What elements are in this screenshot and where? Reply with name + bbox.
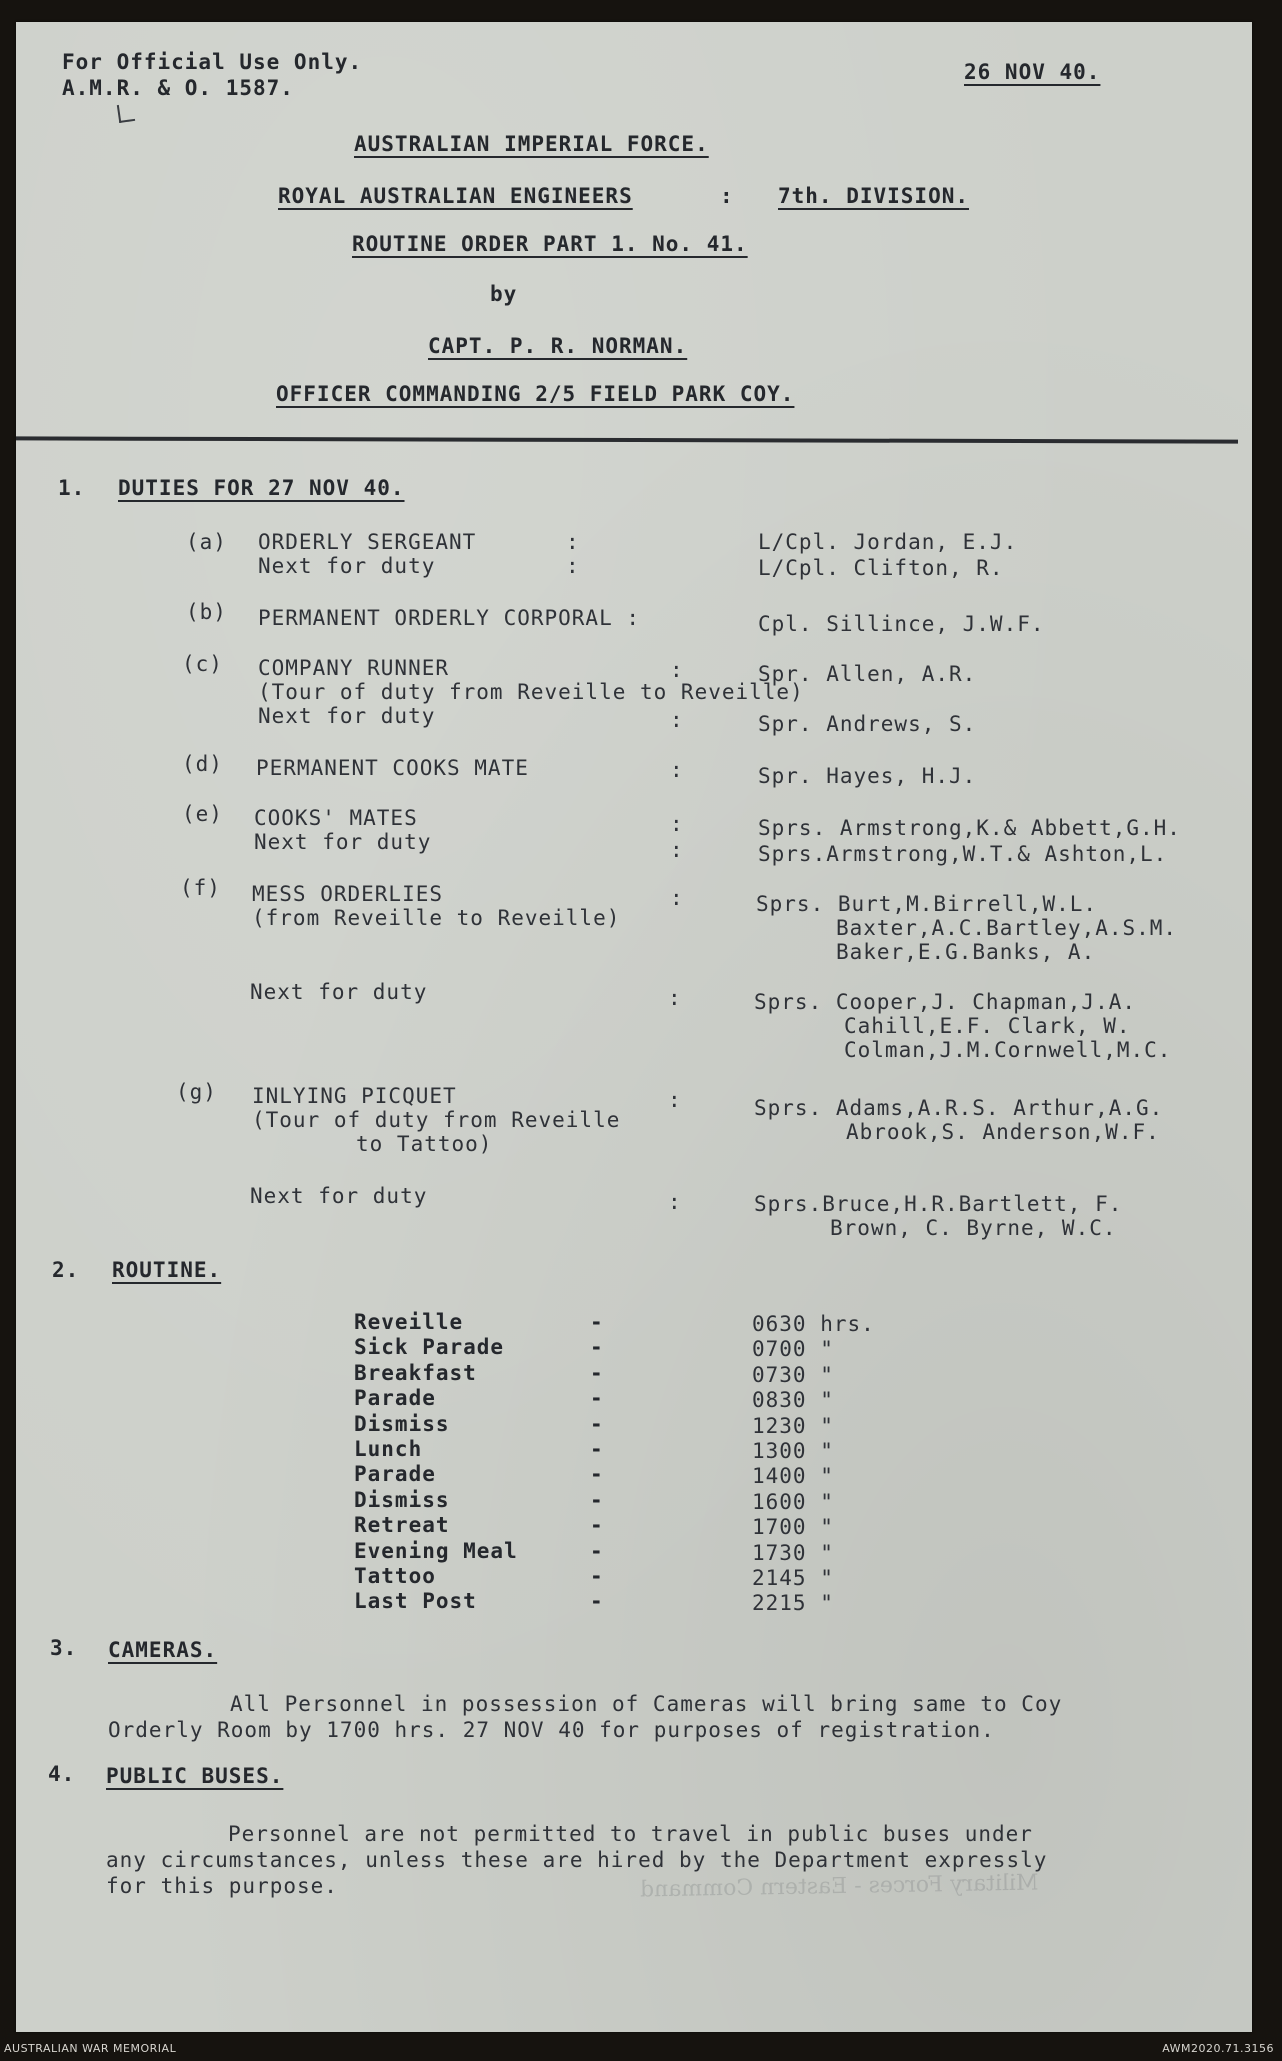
routine-time: 1230 " — [752, 1414, 834, 1438]
duty-g-name-1: Sprs. Adams,A.R.S. Arthur,A.G. — [754, 1096, 1164, 1120]
official-use-label: For Official Use Only. — [62, 50, 363, 74]
unit-name: ROYAL AUSTRALIAN ENGINEERS — [278, 184, 633, 208]
order-date: 26 NOV 40. — [964, 60, 1101, 84]
routine-dash: - — [590, 1488, 604, 1512]
section-4-number: 4. — [48, 1762, 76, 1786]
duty-e-next-name: Sprs.Armstrong,W.T.& Ashton,L. — [758, 842, 1168, 866]
routine-event: Dismiss — [354, 1412, 450, 1436]
cameras-text-line-1: All Personnel in possession of Cameras will bring same to Coy — [230, 1692, 1063, 1716]
routine-dash: - — [590, 1564, 604, 1588]
duty-f-colon: : — [670, 886, 684, 910]
routine-time: 1400 " — [752, 1464, 834, 1488]
officer-name: CAPT. P. R. NORMAN. — [428, 334, 688, 358]
duty-a-next-name: L/Cpl. Clifton, R. — [758, 556, 1004, 580]
routine-dash: - — [590, 1513, 604, 1537]
officer-title: OFFICER COMMANDING 2/5 FIELD PARK COY. — [276, 382, 795, 406]
routine-event: Tattoo — [354, 1564, 436, 1588]
duty-g-next: Next for duty — [250, 1184, 428, 1208]
duty-e-name: Sprs. Armstrong,K.& Abbett,G.H. — [758, 816, 1181, 840]
routine-time: 2145 " — [752, 1566, 834, 1590]
duty-d-role: PERMANENT COOKS MATE — [256, 756, 529, 780]
routine-time: 2215 " — [752, 1591, 834, 1615]
duty-g-name-2: Abrook,S. Anderson,W.F. — [846, 1120, 1160, 1144]
routine-dash: - — [590, 1361, 604, 1385]
duty-c-next: Next for duty — [258, 704, 436, 728]
division-name: 7th. DIVISION. — [778, 184, 970, 208]
duty-f-next: Next for duty — [250, 980, 428, 1004]
footer-source: AUSTRALIAN WAR MEMORIAL — [4, 2042, 177, 2055]
duty-g-note-2: to Tattoo) — [356, 1132, 493, 1156]
duty-e-role: COOKS' MATES — [254, 806, 418, 830]
by-label: by — [490, 282, 518, 306]
duty-f-next-name-3: Colman,J.M.Cornwell,M.C. — [844, 1038, 1172, 1062]
duty-c-next-name: Spr. Andrews, S. — [758, 712, 977, 736]
duty-f-name-3: Baker,E.G.Banks, A. — [836, 940, 1096, 964]
handwritten-mark — [117, 103, 135, 123]
duty-b-letter: (b) — [186, 600, 227, 624]
reference-number: A.M.R. & O. 1587. — [62, 76, 294, 100]
routine-time: 1700 " — [752, 1515, 834, 1539]
duty-g-next-name-1: Sprs.Bruce,H.R.Bartlett, F. — [754, 1192, 1123, 1216]
duty-c-note: (Tour of duty from Reveille to Reveille) — [258, 680, 804, 704]
duty-g-next-colon: : — [668, 1190, 682, 1214]
section-1-number: 1. — [58, 476, 86, 500]
show-through-stamp: Military Forces - Eastern Command — [639, 1870, 1039, 1903]
routine-dash: - — [590, 1589, 604, 1613]
duty-f-note: (from Reveille to Reveille) — [252, 906, 621, 930]
duty-e-letter: (e) — [182, 802, 223, 826]
routine-event: Evening Meal — [354, 1539, 518, 1563]
duty-g-note-1: (Tour of duty from Reveille — [252, 1108, 621, 1132]
routine-time: 0700 " — [752, 1337, 834, 1361]
duty-d-name: Spr. Hayes, H.J. — [758, 764, 977, 788]
duty-e-colon: : — [670, 812, 684, 836]
buses-text-line-1: Personnel are not permitted to travel in public buses under — [228, 1822, 1033, 1846]
duty-c-next-colon: : — [670, 708, 684, 732]
routine-dash: - — [590, 1437, 604, 1461]
routine-time: 1300 " — [752, 1439, 834, 1463]
cameras-text-line-2: Orderly Room by 1700 hrs. 27 NOV 40 for purposes of registration. — [108, 1718, 995, 1742]
duty-f-letter: (f) — [180, 876, 221, 900]
routine-event: Reveille — [354, 1310, 464, 1334]
routine-event: Breakfast — [354, 1361, 477, 1385]
routine-event: Retreat — [354, 1513, 450, 1537]
duty-d-letter: (d) — [182, 752, 223, 776]
routine-order-title: ROUTINE ORDER PART 1. No. 41. — [352, 232, 748, 256]
duty-a-next-colon: : — [566, 554, 580, 578]
duty-g-letter: (g) — [176, 1080, 217, 1104]
duty-g-colon: : — [668, 1088, 682, 1112]
title-aif: AUSTRALIAN IMPERIAL FORCE. — [354, 132, 709, 156]
routine-time: 1600 " — [752, 1490, 834, 1514]
buses-text-line-2: any circumstances, unless these are hired by the Department expressly — [106, 1848, 1048, 1872]
duty-a-name: L/Cpl. Jordan, E.J. — [758, 530, 1018, 554]
routine-event: Lunch — [354, 1437, 423, 1461]
routine-event: Parade — [354, 1386, 436, 1410]
duty-a-colon: : — [566, 530, 580, 554]
duty-a-letter: (a) — [186, 530, 227, 554]
section-2-number: 2. — [52, 1258, 80, 1282]
section-3-heading: CAMERAS. — [108, 1638, 218, 1662]
routine-event: Parade — [354, 1462, 436, 1486]
duty-g-role: INLYING PICQUET — [252, 1084, 457, 1108]
duty-f-name-1: Sprs. Burt,M.Birrell,W.L. — [756, 892, 1098, 916]
section-1-heading: DUTIES FOR 27 NOV 40. — [118, 476, 405, 500]
routine-event: Sick Parade — [354, 1335, 505, 1359]
routine-dash: - — [590, 1539, 604, 1563]
duty-f-next-name-1: Sprs. Cooper,J. Chapman,J.A. — [754, 990, 1137, 1014]
buses-text-line-3: for this purpose. — [106, 1874, 338, 1898]
duty-c-letter: (c) — [182, 652, 223, 676]
routine-dash: - — [590, 1335, 604, 1359]
footer-accession: AWM2020.71.3156 — [1162, 2042, 1274, 2055]
duty-e-next-colon: : — [670, 838, 684, 862]
duty-a-role: ORDERLY SERGEANT — [258, 530, 477, 554]
duty-b-name: Cpl. Sillince, J.W.F. — [758, 612, 1045, 636]
section-4-heading: PUBLIC BUSES. — [106, 1764, 284, 1788]
duty-d-colon: : — [670, 758, 684, 782]
duty-e-next: Next for duty — [254, 830, 432, 854]
routine-time: 0830 " — [752, 1388, 834, 1412]
routine-dash: - — [590, 1386, 604, 1410]
routine-dash: - — [590, 1462, 604, 1486]
duty-f-role: MESS ORDERLIES — [252, 882, 444, 906]
duty-c-name: Spr. Allen, A.R. — [758, 662, 977, 686]
duty-f-name-2: Baxter,A.C.Bartley,A.S.M. — [836, 916, 1178, 940]
routine-time: 0730 " — [752, 1363, 834, 1387]
routine-event: Dismiss — [354, 1488, 450, 1512]
section-2-heading: ROUTINE. — [112, 1258, 222, 1282]
routine-time: 0630 hrs. — [752, 1312, 875, 1336]
duty-a-next: Next for duty — [258, 554, 436, 578]
duty-f-next-name-2: Cahill,E.F. Clark, W. — [844, 1014, 1131, 1038]
duty-c-role: COMPANY RUNNER — [258, 656, 450, 680]
duty-c-colon: : — [670, 658, 684, 682]
unit-separator: : — [720, 184, 734, 208]
duty-f-next-colon: : — [668, 986, 682, 1010]
section-3-number: 3. — [50, 1636, 78, 1660]
routine-dash: - — [590, 1412, 604, 1436]
routine-time: 1730 " — [752, 1541, 834, 1565]
duty-g-next-name-2: Brown, C. Byrne, W.C. — [830, 1216, 1117, 1240]
routine-event: Last Post — [354, 1589, 477, 1613]
duty-b-role: PERMANENT ORDERLY CORPORAL : — [258, 606, 641, 630]
routine-dash: - — [590, 1310, 604, 1334]
